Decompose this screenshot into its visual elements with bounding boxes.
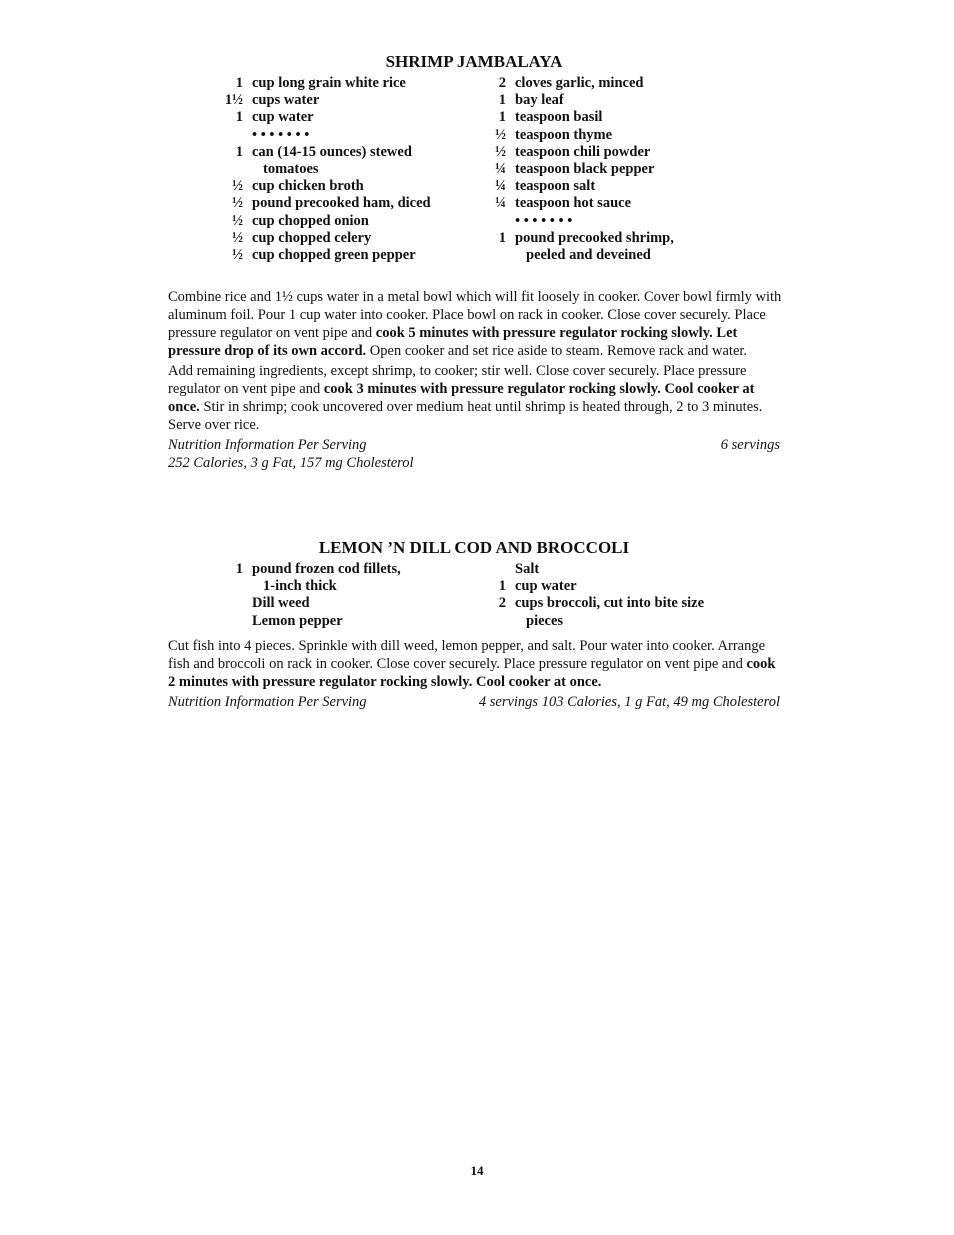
ingredient-item (485, 595, 704, 612)
ingredient-item (485, 144, 674, 161)
ingredient-quantity: 2 (498, 75, 506, 91)
ingredient-item (485, 230, 674, 247)
ingredient-quantity: ¼ (495, 161, 506, 178)
ingredient-list (168, 561, 784, 633)
direction-paragraph: Add remaining ingredients, except shrimp, to cooker; stir well. Close cover securely. Place pressure regulator on vent pipe and cook 3 minutes with pressure regulator rocking slowly. Cool cooker at once. Stir in shrimp; cook uncovered over medium heat until shrimp is heated through, 2 to 3 minutes. Serve over rice. (168, 363, 763, 433)
ingredient-text: teaspoon salt (515, 178, 596, 195)
ingredient-column-right (485, 75, 674, 264)
nutrition-values (168, 454, 784, 472)
servings-and-values: 4 servings 103 Calories, 1 g Fat, 49 mg Cholesterol (478, 694, 780, 710)
ingredient-item (222, 613, 401, 630)
ingredient-quantity: 1 (498, 92, 506, 109)
ingredient-column-left (222, 75, 431, 264)
ingredient-quantity: ½ (495, 126, 506, 143)
ingredient-quantity: 1 (235, 561, 243, 577)
recipe-lemon-dill-cod (168, 538, 784, 711)
ingredient-text: Salt (515, 561, 540, 577)
ingredient-item (485, 195, 674, 212)
ingredient-text: teaspoon basil (515, 109, 603, 126)
ingredient-text: 1-inch thick (263, 578, 337, 595)
recipe-title: LEMON ’N DILL COD AND BROCCOLI (318, 538, 630, 557)
ingredient-item (485, 178, 674, 195)
ingredient-quantity: ½ (232, 212, 243, 229)
ingredient-text: cup chicken broth (252, 178, 364, 195)
ingredient-text: • • • • • • • (515, 212, 573, 229)
ingredient-quantity: ¼ (495, 195, 506, 212)
ingredient-quantity: 1½ (224, 92, 243, 109)
ingredient-column-left (222, 561, 401, 630)
recipe-title: SHRIMP JAMBALAYA (385, 52, 563, 71)
ingredient-item (485, 578, 704, 595)
ingredient-item (222, 247, 431, 264)
ingredient-text: Dill weed (252, 595, 310, 612)
ingredient-quantity (485, 561, 506, 578)
ingredient-item (485, 75, 674, 92)
ingredient-quantity: 1 (498, 578, 506, 595)
ingredient-item (222, 109, 431, 126)
servings: 6 servings (720, 437, 780, 453)
ingredient-text: cloves garlic, minced (515, 75, 644, 91)
ingredient-text: teaspoon hot sauce (515, 195, 632, 212)
ingredient-quantity: ½ (232, 195, 243, 212)
ingredient-quantity (485, 213, 506, 230)
ingredient-text: teaspoon thyme (515, 126, 613, 143)
directions (168, 637, 784, 691)
ingredient-quantity (222, 127, 243, 144)
nutrition-line (168, 693, 784, 711)
recipe-shrimp-jambalaya (168, 52, 784, 472)
ingredient-item (222, 595, 401, 612)
direction-paragraph: Combine rice and 1½ cups water in a metal bowl which will fit loosely in cooker. Cover bowl firmly with aluminum foil. Pour 1 cup water into cooker. Place bowl on rack in cooker. Close cover securely. Place pressure regulator on vent pipe and cook 5 minutes with pressure regulator rocking slowly. Let pressure drop of its own accord. Open cooker and set rice aside to steam. Remove rack and water. (168, 289, 782, 359)
ingredient-quantity: 1 (235, 109, 243, 126)
nutrition-line (168, 436, 784, 454)
ingredient-quantity (485, 247, 506, 264)
ingredient-item (222, 561, 401, 578)
ingredient-text: teaspoon black pepper (515, 161, 655, 178)
ingredient-item (485, 247, 674, 264)
ingredient-item (222, 161, 431, 178)
ingredient-quantity: ½ (232, 247, 243, 264)
direction-paragraph: Cut fish into 4 pieces. Sprinkle with dill weed, lemon pepper, and salt. Pour water into cooker. Arrange fish and broccoli on rack in cooker. Close cover securely. Place pressure regulator on vent pipe and cook 2 minutes with pressure regulator rocking slowly. Cool cooker at once. (168, 638, 776, 690)
ingredient-text: cup water (515, 578, 577, 595)
ingredient-quantity: ¼ (495, 178, 506, 195)
ingredient-text: tomatoes (263, 161, 319, 178)
ingredient-quantity (485, 613, 506, 630)
nutrition-label: Nutrition Information Per Serving (168, 694, 367, 710)
ingredient-quantity (222, 595, 243, 612)
ingredient-text: cup water (252, 109, 314, 126)
ingredient-text: cup chopped celery (252, 229, 372, 246)
ingredient-text: cups broccoli, cut into bite size (515, 595, 705, 612)
ingredient-quantity: 1 (498, 229, 506, 246)
ingredient-quantity: 1 (498, 109, 506, 126)
ingredient-quantity: 1 (235, 75, 243, 91)
ingredient-item (222, 178, 431, 195)
ingredient-item (485, 92, 674, 109)
ingredient-item (222, 75, 431, 92)
ingredient-quantity (222, 578, 243, 595)
ingredient-text: cup chopped onion (252, 212, 369, 229)
ingredient-text: peeled and deveined (526, 247, 651, 264)
ingredient-quantity: ½ (232, 178, 243, 195)
page-number: 14 (470, 1163, 484, 1178)
ingredient-text: can (14-15 ounces) stewed (252, 143, 412, 160)
ingredient-quantity: ½ (495, 143, 506, 160)
ingredient-item (485, 127, 674, 144)
directions (168, 288, 784, 434)
ingredient-item (222, 195, 431, 212)
ingredient-text: cup long grain white rice (252, 75, 406, 91)
ingredient-quantity (222, 161, 243, 178)
ingredient-column-right (485, 561, 704, 630)
ingredient-text: • • • • • • • (252, 126, 310, 143)
ingredient-item (222, 92, 431, 109)
ingredient-item (485, 561, 704, 578)
ingredient-item (222, 230, 431, 247)
ingredient-text: Lemon pepper (252, 612, 343, 629)
ingredient-text: pieces (526, 612, 564, 629)
ingredient-quantity (222, 613, 243, 630)
ingredient-text: teaspoon chili powder (515, 143, 651, 160)
ingredient-text: pound precooked shrimp, (515, 229, 674, 246)
ingredient-list (168, 75, 784, 265)
ingredient-text: pound frozen cod fillets, (252, 561, 401, 577)
ingredient-item (485, 109, 674, 126)
nutrition-values-text: 252 Calories, 3 g Fat, 157 mg Cholesterol (168, 455, 414, 471)
ingredient-quantity: 1 (235, 143, 243, 160)
ingredient-quantity: 2 (498, 595, 506, 612)
ingredient-item (485, 161, 674, 178)
ingredient-item (485, 213, 674, 230)
ingredient-text: cups water (252, 92, 320, 109)
ingredient-item (222, 578, 401, 595)
ingredient-item (222, 144, 431, 161)
ingredient-quantity: ½ (232, 229, 243, 246)
ingredient-text: cup chopped green pepper (252, 247, 416, 264)
ingredient-text: bay leaf (515, 92, 564, 109)
ingredient-item (222, 213, 431, 230)
ingredient-text: pound precooked ham, diced (252, 195, 431, 212)
ingredient-item (222, 127, 431, 144)
ingredient-item (485, 613, 704, 630)
nutrition-label: Nutrition Information Per Serving (168, 437, 367, 453)
